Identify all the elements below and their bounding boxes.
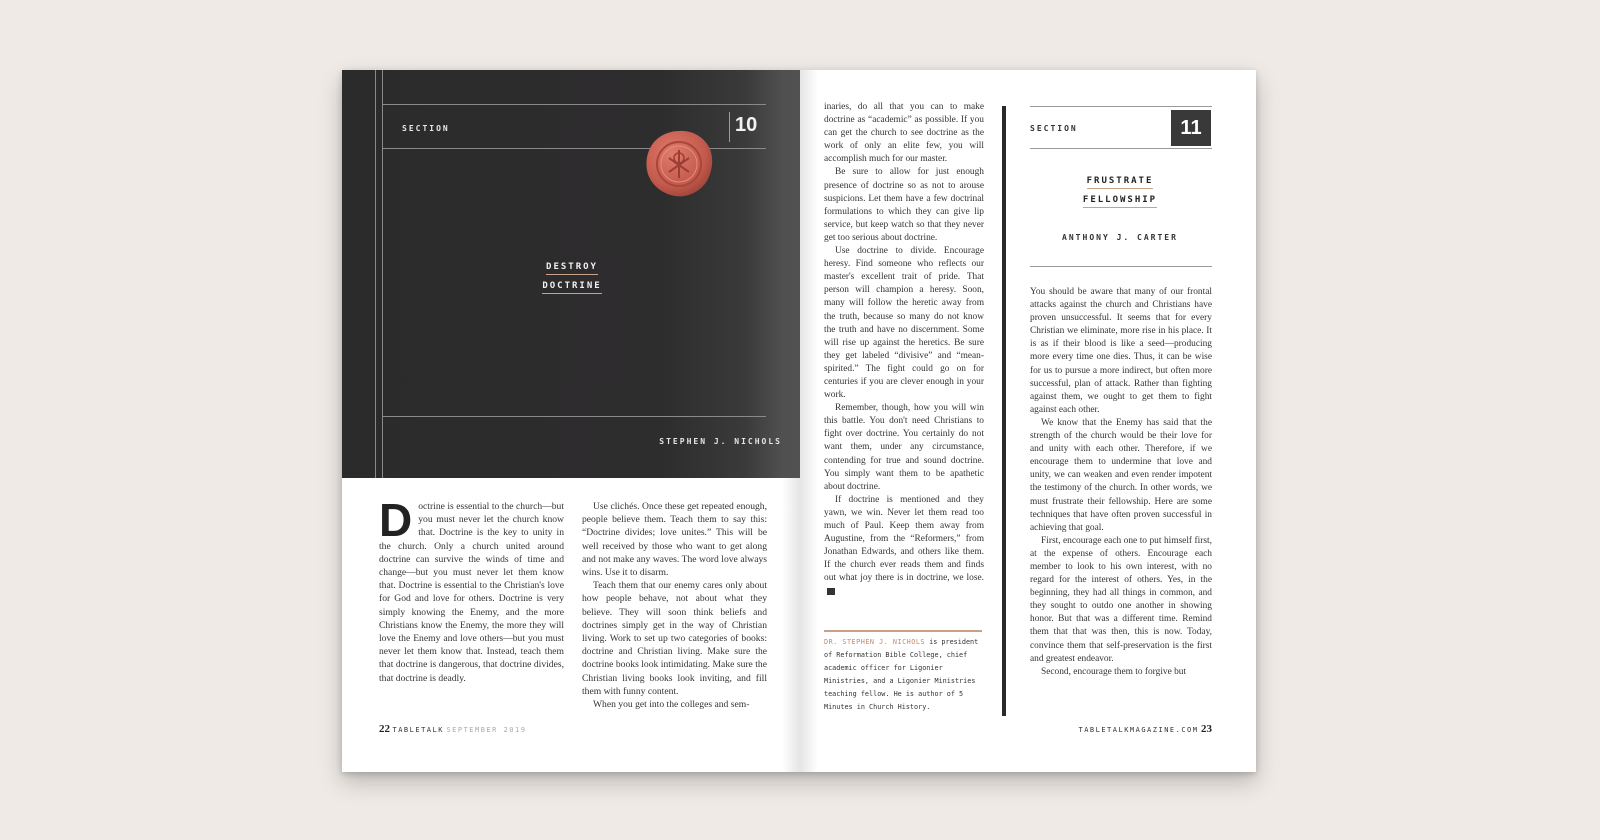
paragraph: When you get into the colleges and sem- [593, 699, 750, 711]
page-number: 23 [1201, 723, 1212, 735]
body-column-1 [379, 494, 564, 685]
paragraph: Use clichés. Once these get repeated enough, people believe them. Teach them to say this: “Doctrine divides; love unites.” This will be well received by those who want to get along and not make any waves. The word love always wins. Use it to disarm. [582, 501, 767, 579]
magazine-spread [342, 70, 1256, 772]
paragraph: Remember, though, how you will win this battle. You don't need Christians to fight over doctrine. You certainly do not want them, under any circumstance, contending for true and sound doctrine. You simply want them to be apathetic about doctrine. [824, 403, 984, 492]
article-title-line2: DOCTRINE [492, 281, 652, 291]
paragraph: You should be aware that many of our frontal attacks against the church and Christians have proven unsuccessful. It seems that for every Christian we eliminate, more rise in his place. It is as if their blood is like a seed—producing more every time one dies. Thus, it can be wise for us to pursue a more indirect, but often more successful, plan of attack. Rather than fighting against them, we ought to get them to fight against each other. [1030, 287, 1212, 415]
section-label: SECTION [1030, 124, 1078, 133]
bio-divider [824, 630, 982, 632]
magazine-name: TABLETALK [392, 726, 444, 734]
cover-block [342, 70, 800, 478]
bio-text: is president of Reformation Bible College, chief academic officer for Ligonier Ministries, and a Ligonier Ministries teaching fellow. He is author of 5 Minutes in Church History. [824, 638, 979, 711]
paragraph: If doctrine is mentioned and they yawn, we win. Never let them read too much of Paul. Keep them away from Augustine, from the “Reformers,” from Jonathan Edwards, and others like them. If the church ever reads them and finds out what joy there is in doctrine, we lose. [824, 494, 984, 599]
right-page [800, 70, 1256, 772]
section-number: 10 [735, 114, 758, 136]
paragraph: octrine is essential to the church—but you must never let the church know that. Doctrine is the key to unity in the church. Only a church united around doctrine can survive the winds of time and change—but you must never let them know that. Doctrine is essential to the Christian's love for God and love for others. Doctrine is very simply knowing the Enemy, and the more Christians know the Enemy, the more they will love the Enemy and love others—but you must never let them know that. Instead, teach them that doctrine is dangerous, that doctrine divides, that doctrine is deadly. [379, 501, 564, 684]
paragraph: Use doctrine to divide. Encourage heresy. Find someone who reflects our master's excellent trait of pride. That person will champion a heresy. Soon, many will follow the heretic away from the truth, because so many do not know the truth and have no discernment. Some will rise up against the heretics. Be sure they get labeled “divisive” and “mean-spirited.” The fight could go on for centuries if you are clever enough in your work. [824, 246, 984, 401]
magazine-website: TABLETALKMAGAZINE.COM [1078, 726, 1199, 734]
section-number: 11 [1171, 110, 1211, 146]
issue-date: SEPTEMBER 2019 [446, 726, 527, 734]
body-column-3 [824, 101, 984, 599]
column-divider-bar [1002, 106, 1006, 716]
page-number: 22 [379, 723, 390, 735]
section-label: SECTION [402, 124, 450, 133]
left-page [342, 70, 800, 772]
paragraph: inaries, do all that you can to make doctrine as “academic” as possible. If you can get the church to see doctrine as the work of only an elite few, you will accomplish much for our master. [824, 102, 984, 165]
bio-author-name: DR. STEPHEN J. NICHOLS [824, 638, 926, 646]
wax-seal-icon [643, 128, 715, 200]
paragraph: First, encourage each one to put himself first, at the expense of others. Encourage each member to look to his own interest, with no regard for the interest of others. Yes, in the beginning, they had all things in common, and they sought to outdo one another in showing honor. But that was a different time. Remind them that that was then, this is now. Today, convince them that self-preservation is the first and greatest endeavor. [1030, 535, 1212, 664]
paragraph: Second, encourage them to forgive but [1041, 666, 1187, 677]
article-title-line1: DESTROY [492, 262, 652, 272]
body-column-4 [1030, 286, 1212, 679]
paragraph: Teach them that our enemy cares only about how people behave, not about what they believe. They will soon think beliefs and doctrines simply get in the way of Christian living. Work to set up two categories of books: doctrine and Christian living. Make sure the doctrine books look intimidating. Make sure the Christian living books look inviting, and fill them with funny content. [582, 580, 767, 697]
body-column-2 [582, 500, 767, 711]
author-bio [824, 636, 984, 713]
article-author: ANTHONY J. CARTER [1062, 233, 1178, 242]
paragraph: We know that the Enemy has said that the strength of the church would be their love for and unity with each other. Therefore, if we encourage them to undermine that love and unity, we can weaken and even render impotent the testimony of the church. In other words, we must frustrate their fellowship. Here are some techniques that have often proven successful in achieving that goal. [1030, 417, 1212, 533]
page-folio-right [1062, 723, 1212, 735]
page-folio-left [379, 723, 526, 735]
article-title-line2: FELLOWSHIP [1050, 195, 1190, 205]
drop-cap: D [379, 494, 413, 546]
article-title-line1: FRUSTRATE [1050, 176, 1190, 186]
article-author: STEPHEN J. NICHOLS [659, 437, 782, 446]
paragraph: Be sure to allow for just enough presence of doctrine so as not to arouse suspicions. Let them have a few doctrinal formulations to which they can give lip service, but keep watch so that they never get too serious about doctrine. [824, 167, 984, 243]
end-mark-icon [827, 588, 835, 595]
